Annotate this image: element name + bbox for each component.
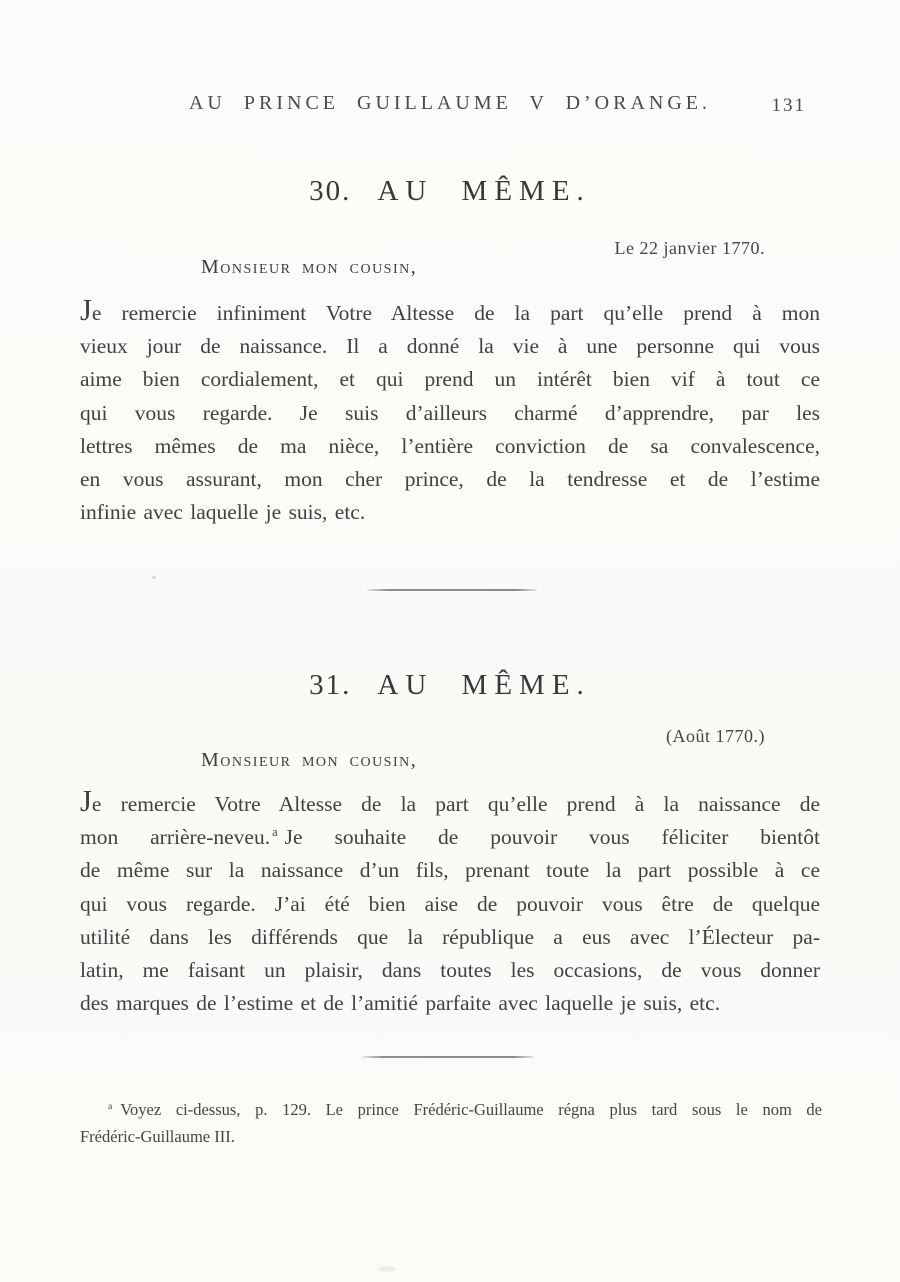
body-line-text: mon arrière-neveu. [80, 825, 271, 850]
scan-smudge [378, 1266, 396, 1272]
letter-30-heading [80, 175, 820, 208]
footnote-line: Frédéric-Guillaume III. [80, 1127, 235, 1146]
section-divider-rule [367, 589, 537, 591]
body-line: de même sur la naissance d’un fils, prenant toute la part possible à ce [80, 858, 820, 883]
letter-30-title: AU MÊME. [377, 175, 591, 207]
body-line-text: Je souhaite de pouvoir vous féliciter bientôt [284, 825, 820, 850]
footnote-rule [362, 1056, 534, 1058]
footnote-text: Voyez ci-dessus, p. 129. Le prince Frédéric-Guillaume régna plus tard sous le nom de [120, 1100, 822, 1119]
body-line: infinie avec laquelle je suis, etc. [80, 500, 366, 525]
body-line: en vous assurant, mon cher prince, de la tendresse et de l’estime [80, 467, 820, 492]
letter-30-salutation: Monsieur mon cousin, [201, 256, 418, 278]
letter-31-title: AU MÊME. [377, 669, 591, 701]
letter-30-body [80, 293, 820, 529]
letter-30-dateline: Le 22 janvier 1770. [614, 238, 765, 258]
body-line: aime bien cordialement, et qui prend un intérêt bien vif à tout ce [80, 367, 820, 392]
body-line: vieux jour de naissance. Il a donné la vie à une personne qui vous [80, 334, 820, 359]
body-line: Je remercie infiniment Votre Altesse de la part qu’elle prend à mon [80, 293, 820, 327]
body-line: qui vous regarde. J’ai été bien aise de pouvoir vous être de quelque [80, 891, 820, 916]
body-line: qui vous regarde. Je suis d’ailleurs charmé d’apprendre, par les [80, 400, 820, 425]
body-line: lettres mêmes de ma nièce, l’entière conviction de sa convalescence, [80, 433, 820, 458]
letter-31-salutation: Monsieur mon cousin, [201, 749, 418, 771]
body-line: latin, me faisant un plaisir, dans toutes les occasions, de vous donner [80, 958, 820, 983]
footnote [80, 1096, 822, 1150]
letter-31-dateline: (Août 1770.) [666, 726, 765, 746]
body-line: Je remercie Votre Altesse de la part qu’elle prend à la naissance de [80, 784, 820, 818]
letter-30-number: 30. [309, 175, 352, 207]
footnote-reference: a [272, 825, 278, 840]
letter-31-heading [80, 669, 820, 702]
page-number: 131 [771, 95, 806, 116]
scan-speck [152, 576, 156, 579]
body-line [80, 821, 820, 854]
body-line: des marques de l’estime et de l’amitié parfaite avec laquelle je suis, etc. [80, 991, 721, 1016]
letter-31-body [80, 784, 820, 1020]
running-header-title: AU PRINCE GUILLAUME V D’ORANGE. [188, 92, 712, 114]
footnote-marker: a [108, 1100, 113, 1112]
letter-31-number: 31. [309, 669, 352, 701]
footnote-line [80, 1096, 822, 1123]
body-line: utilité dans les différends que la république a eus avec l’Électeur pa- [80, 924, 820, 949]
